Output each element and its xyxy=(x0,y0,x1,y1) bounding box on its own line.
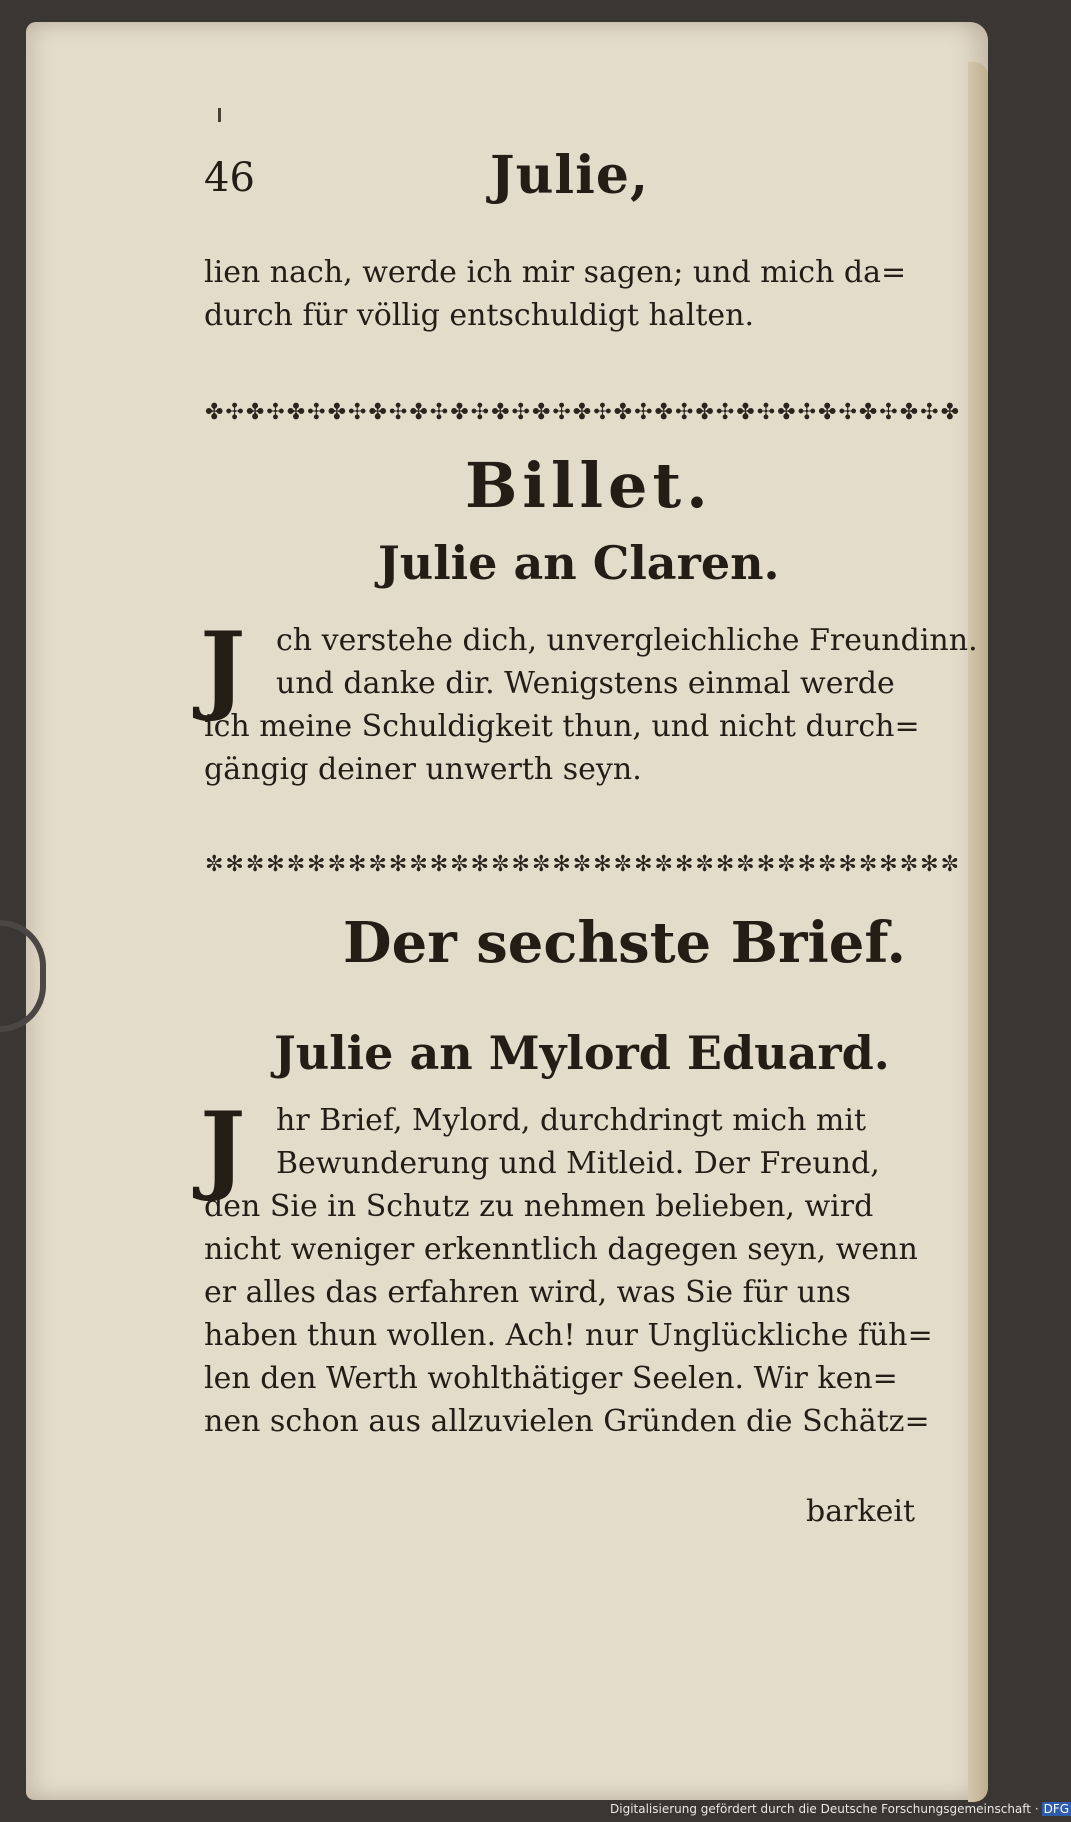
digitization-credit xyxy=(610,1802,1071,1816)
text-line: len den Werth wohlthätiger Seelen. Wir ken= xyxy=(204,1361,898,1396)
text-line: und danke dir. Wenigstens einmal werde xyxy=(276,666,895,701)
section-title: Billet. xyxy=(465,449,713,522)
page-number: 46 xyxy=(204,155,255,201)
drop-cap: J xyxy=(200,1091,246,1204)
text-line: nicht weniger erkenntlich dagegen seyn, wenn xyxy=(204,1232,918,1267)
text-line: den Sie in Schutz zu nehmen belieben, wird xyxy=(204,1189,874,1224)
text-line: er alles das erfahren wird, was Sie für uns xyxy=(204,1275,851,1310)
page-edge xyxy=(968,62,988,1802)
text-line: ch verstehe dich, unvergleichliche Freundinn. xyxy=(276,623,978,658)
drop-cap: J xyxy=(200,611,246,724)
text-line: lien nach, werde ich mir sagen; und mich da= xyxy=(204,255,907,290)
text-line: gängig deiner unwerth seyn. xyxy=(204,752,642,787)
text-line: haben thun wollen. Ach! nur Unglückliche füh= xyxy=(204,1318,933,1353)
dfg-logo: DFG xyxy=(1043,1802,1070,1816)
section-title: Der sechste Brief. xyxy=(343,910,907,976)
credit-text: Digitalisierung gefördert durch die Deutsche Forschungsgemeinschaft · xyxy=(610,1802,1039,1816)
section-subtitle: Julie an Mylord Eduard. xyxy=(274,1026,890,1080)
ornament-divider: ✼✻✼✻✼✻✼✻✼✻✼✻✼✻✼✻✼✻✼✻✼✻✼✻✼✻✼✻✼✻✼✻✼✻✼✻✼ xyxy=(205,852,962,877)
running-head: Julie, xyxy=(490,145,650,206)
text-line: ich meine Schuldigkeit thun, und nicht durch= xyxy=(204,709,920,744)
ornament-divider: ✤✣✤✣✤✣✤✣✤✣✤✣✤✣✤✣✤✣✤✣✤✣✤✣✤✣✤✣✤✣✤✣✤✣✤✣✤ xyxy=(205,400,962,425)
section-subtitle: Julie an Claren. xyxy=(378,536,780,590)
opening-paragraph xyxy=(204,255,924,344)
letter-paragraph xyxy=(204,1103,933,1450)
ink-speck xyxy=(218,108,221,122)
catchword: barkeit xyxy=(806,1494,916,1529)
text-line: Bewunderung und Mitleid. Der Freund, xyxy=(276,1146,880,1181)
text-line: hr Brief, Mylord, durchdringt mich mit xyxy=(276,1103,867,1138)
letter-paragraph xyxy=(204,623,978,798)
text-line: nen schon aus allzuvielen Gründen die Schätz= xyxy=(204,1404,930,1439)
text-line: durch für völlig entschuldigt halten. xyxy=(204,298,754,333)
